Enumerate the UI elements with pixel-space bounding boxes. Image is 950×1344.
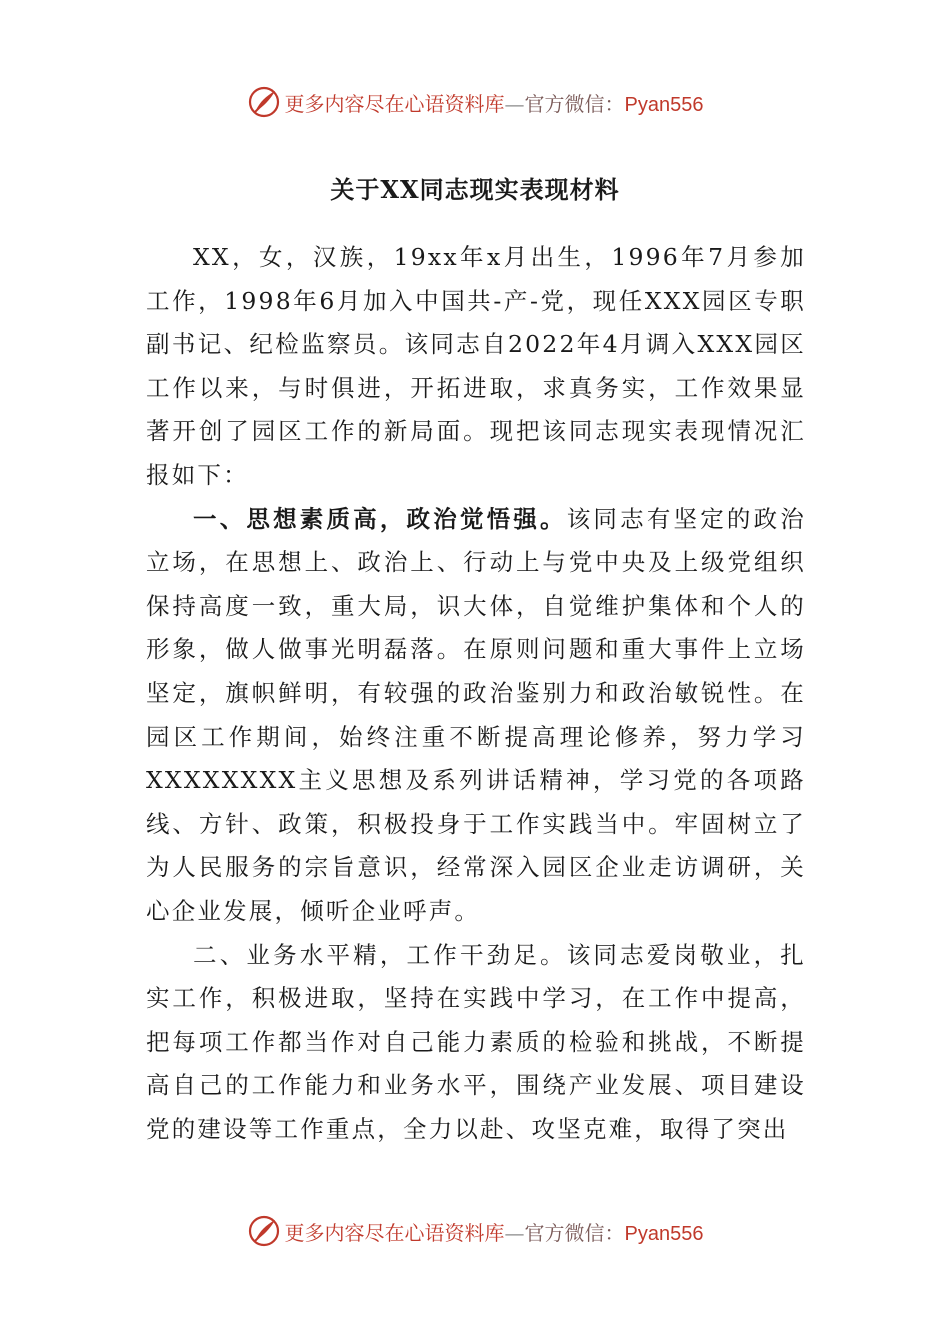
footer-watermark	[0, 1211, 950, 1251]
paragraph	[146, 498, 806, 934]
watermark-site-text: 更多内容尽在心语资料库	[284, 1220, 505, 1245]
watermark-wechat-id: Pyan556	[624, 1222, 704, 1245]
paragraph-text: 该同志有坚定的政治立场，在思想上、政治上、行动上与党中央及上级党组织保持高度一致，重大局，识大体，自觉维护集体和个人的形象，做人做事光明磊落。在原则问题和重大事件上立场坚定，旗帜鲜明，有较强的政治鉴别力和政治敏锐性。在园区工作期间，始终注重不断提高理论修养，努力学习XXXXXXXX主义思想及系列讲话精神，学习党的各项路线、方针、政策，积极投身于工作实践当中。牢固树立了为人民服务的宗旨意识，经常深入园区企业走访调研，关心企业发展，倾听企业呼声。	[146, 504, 806, 925]
paragraph-lead: 一、思想素质高，政治觉悟强。	[193, 504, 567, 533]
watermark-site-text: 更多内容尽在心语资料库	[284, 91, 505, 116]
quill-logo-icon	[247, 1214, 281, 1248]
watermark-wechat-label: 官方微信：	[524, 91, 625, 116]
document-body	[146, 236, 806, 1151]
paragraph-text: 二、业务水平精，工作干劲足。该同志爱岗敬业，扎实工作，积极进取，坚持在实践中学习，在工作中提高，把每项工作都当作对自己能力素质的检验和挑战，不断提高自己的工作能力和业务水平，围绕产业发展、项目建设党的建设等工作重点，全力以赴、攻坚克难，取得了突出	[146, 940, 806, 1143]
watermark-wechat-label: 官方微信：	[524, 1220, 625, 1245]
watermark-wechat-id: Pyan556	[624, 93, 704, 116]
watermark-dash: —	[504, 91, 525, 116]
watermark-dash: —	[504, 1220, 525, 1245]
paragraph-text: XX，女，汉族，19xx年x月出生，1996年7月参加工作，1998年6月加入中国共-产-党，现任XXX园区专职副书记、纪检监察员。该同志自2022年4月调入XXX园区工作以来，与时俱进，开拓进取，求真务实，工作效果显著开创了园区工作的新局面。现把该同志现实表现情况汇报如下：	[146, 243, 806, 489]
document-title: 关于XX同志现实表现材料	[330, 175, 620, 204]
header-watermark	[0, 82, 950, 122]
paragraph	[146, 236, 806, 498]
paragraph	[146, 934, 806, 1152]
quill-logo-icon	[247, 85, 281, 119]
